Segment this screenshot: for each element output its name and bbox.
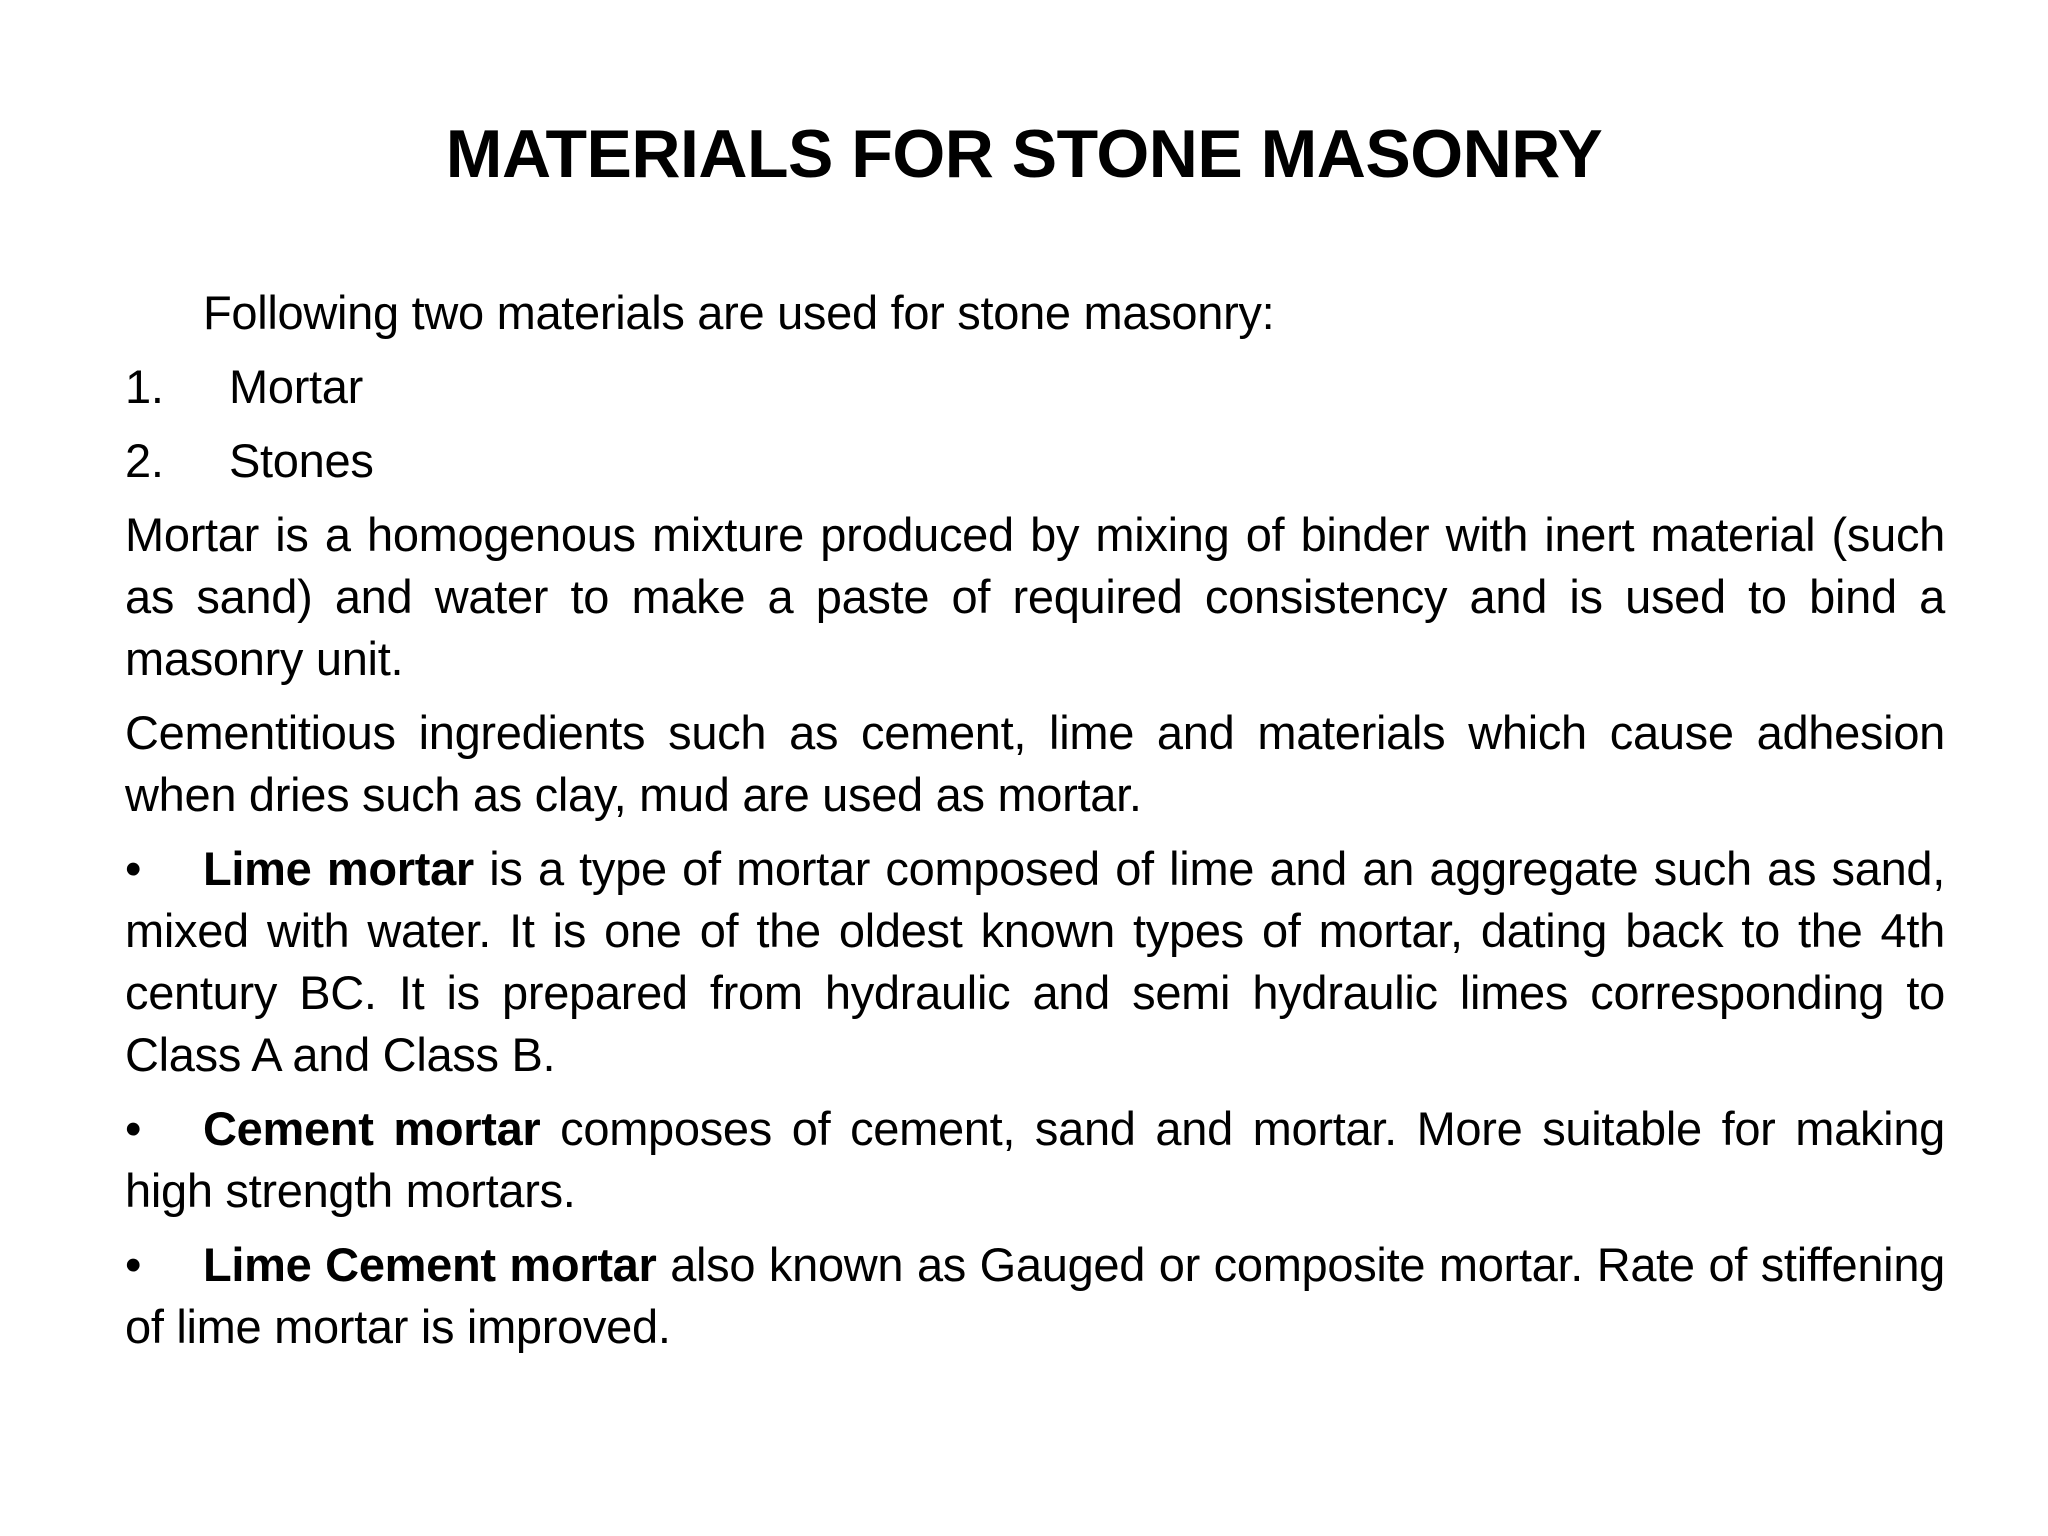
bullet-item-lime-cement-mortar (125, 1234, 1945, 1358)
bullet-item-lime-mortar (125, 838, 1945, 1086)
bullet-text: also known as Gauged or composite mortar. Rate of stiffening of lime mortar is improved. (125, 1238, 1945, 1353)
bullet-term: Lime mortar (203, 842, 474, 895)
item-number: 1. (125, 360, 164, 413)
cementitious-paragraph: Cementitious ingredients such as cement, lime and materials which cause adhesion when dries such as clay, mud are used as mortar. (125, 706, 1945, 821)
bullet-icon: • (125, 1238, 142, 1291)
bullet-item-cement-mortar (125, 1098, 1945, 1222)
bullet-term: Cement mortar (203, 1102, 541, 1155)
slide-title: MATERIALS FOR STONE MASONRY (445, 116, 1603, 192)
bullet-text: composes of cement, sand and mortar. More suitable for making high strength mortars. (125, 1102, 1945, 1217)
intro-text: Following two materials are used for stone masonry: (203, 286, 1275, 339)
item-label: Stones (229, 434, 374, 487)
bullet-text: is a type of mortar composed of lime and an aggregate such as sand, mixed with water. It is one of the oldest known types of mortar, dating back to the 4th century BC. It is prepared from hydraulic and semi hydraulic limes corresponding to Class A and Class B. (125, 842, 1946, 1081)
bullet-icon: • (125, 842, 142, 895)
mortar-definition-paragraph: Mortar is a homogenous mixture produced by mixing of binder with inert material (such as sand) and water to make a paste of required consistency and is used to bind a masonry unit. (125, 508, 1945, 685)
item-label: Mortar (229, 360, 363, 413)
slide-content (125, 282, 1945, 1370)
numbered-item (125, 356, 1945, 418)
bullet-term: Lime Cement mortar (203, 1238, 657, 1291)
bullet-icon: • (125, 1102, 142, 1155)
item-number: 2. (125, 434, 164, 487)
numbered-item (125, 430, 1945, 492)
